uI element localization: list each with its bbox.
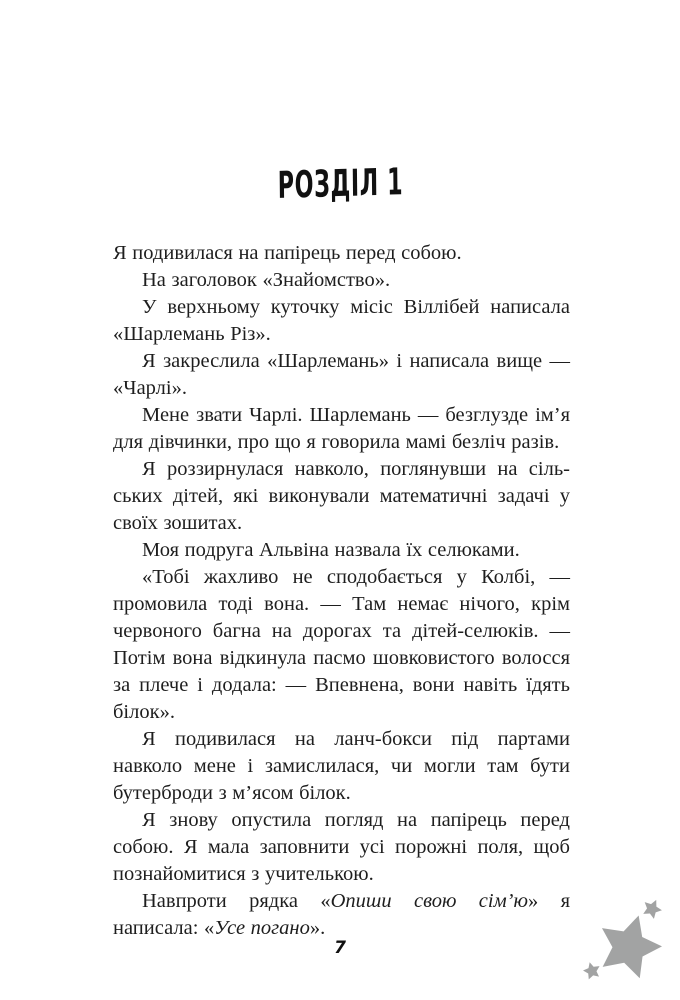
text-run: «Тобі жахливо не сподобається у Колбі, — промовила тоді вона. — Там немає нічого, крім червоного багна на дорогах та дітей-селюків. — Потім вона відкинула пасмо шовковистого волосся за плече і додала: — Впевнена, вони навіть їдять білок».: [113, 566, 570, 723]
page-body: [113, 240, 570, 942]
chapter-title: [0, 0, 680, 207]
text-run: Я закреслила «Шарлемань» і написала вище — «Чарлі».: [113, 350, 570, 399]
text-run: Навпроти рядка «: [142, 890, 331, 912]
small-star-bottom-icon: [581, 960, 602, 980]
paragraph: [113, 726, 570, 807]
text-run: На заголовок «Знайомство».: [142, 269, 391, 291]
text-run: » я написала: «: [113, 890, 571, 939]
paragraph: [113, 888, 570, 942]
paragraph: [113, 456, 570, 537]
text-run: Я подивилася на ланч-бокси під партами навколо мене і замислилася, чи могли там бути бутерброди з м’ясом білок.: [113, 728, 570, 804]
text-run: Моя подруга Альвіна назвала їх селюками.: [142, 539, 520, 561]
small-star-top-icon: [640, 896, 665, 920]
paragraph: [113, 267, 570, 294]
text-run: Мене звати Чарлі. Шарлемань — безглузде ім’я для дівчинки, про що я говорила мамі безліч разів.: [113, 404, 570, 453]
paragraph: [113, 240, 570, 267]
page-number: 7: [334, 938, 346, 958]
italic-text-run: Опиши свою сім’ю: [330, 890, 528, 912]
paragraph: [113, 564, 570, 726]
text-run: Я роззирнулася навколо, поглянувши на сільських дітей, які виконували математичні задачі у своїх зошитах.: [113, 458, 570, 534]
paragraph: [113, 537, 570, 564]
text-run: Я знову опустила погляд на папірець перед собою. Я мала заповнити усі порожні поля, щоб познайомитися з учителькою.: [113, 809, 570, 885]
paragraph: [113, 402, 570, 456]
text-run: Я подивилася на папірець перед собою.: [113, 242, 462, 264]
paragraph: [113, 294, 570, 348]
paragraph: [113, 807, 570, 888]
text-run: ».: [309, 917, 326, 939]
text-run: У верхньому куточку місіс Віллібей написала «Шарлемань Різ».: [113, 296, 570, 345]
italic-text-run: Усе погано: [214, 917, 310, 939]
paragraph: [113, 348, 570, 402]
chapter-title-text: РОЗДІЛ 1: [277, 160, 403, 207]
